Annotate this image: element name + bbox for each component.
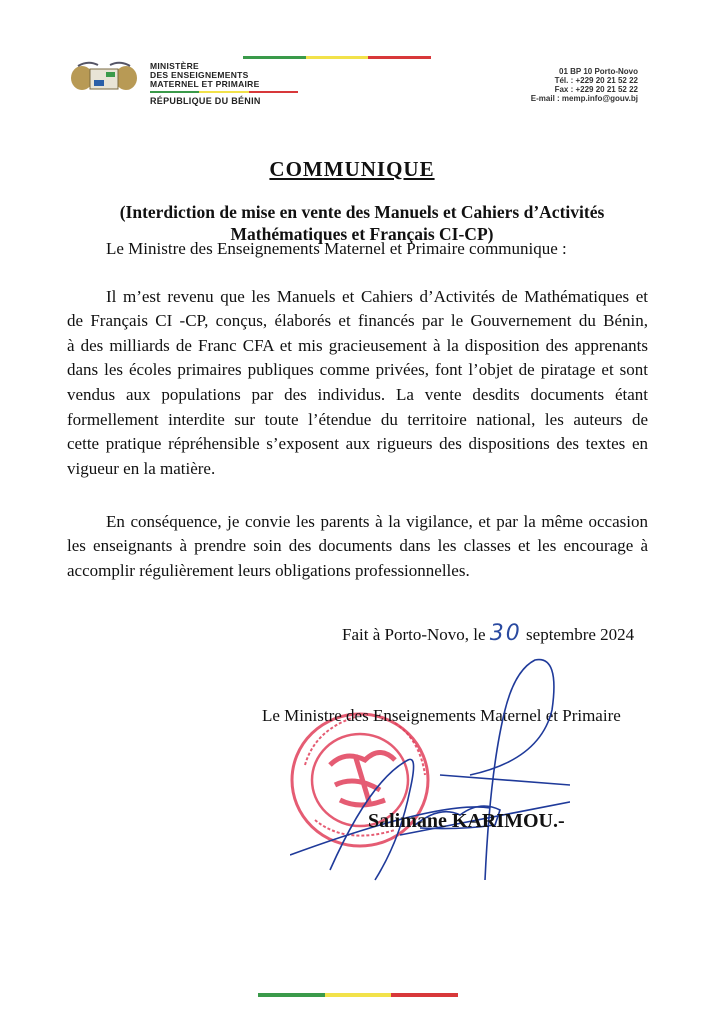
header-flag-stripe [150, 91, 298, 93]
document-title: COMMUNIQUE [269, 157, 435, 181]
country-name: RÉPUBLIQUE DU BÉNIN [150, 96, 261, 106]
body-line: vendus aux populations par des individus. La vente desdits documents étant [67, 385, 648, 404]
body-line: formellement interdite sur toute l’étendue du territoire national, les auteurs de [67, 410, 648, 429]
date-day-handwritten: 30 [489, 621, 522, 646]
signatory-title: Le Ministre des Enseignements Maternel et Primaire [262, 706, 621, 725]
body-line: En conséquence, je convie les parents à la vigilance, et par la même occasion [106, 512, 648, 531]
top-flag-stripe [243, 56, 431, 59]
subtitle-line: Mathématiques et Français CI-CP) [230, 224, 494, 244]
body-line: Il m’est revenu que les Manuels et Cahiers d’Activités de Mathématiques et [106, 287, 648, 306]
intro: Le Ministre des Enseignements Maternel et Primaire communique : [106, 239, 567, 258]
bottom-flag-stripe [258, 993, 458, 997]
ministry-line: DES ENSEIGNEMENTS [150, 70, 249, 80]
body-line: à des milliards de Franc CFA et mis gracieusement à la disposition des apprenants [67, 336, 648, 355]
body-line: dans les écoles primaires publiques comme privées, font l’objet de piratage et sont [67, 360, 648, 379]
fax: Fax : +229 20 21 52 22 [554, 85, 638, 94]
signatory-name: Salimane KARIMOU.- [368, 810, 565, 832]
body-line: cette pratique répréhensible s’exposent aux rigueurs des dispositions des textes en [67, 434, 648, 453]
ministry-line: MATERNEL ET PRIMAIRE [150, 79, 260, 89]
body-line: accomplir régulièrement leurs obligations professionnelles. [67, 561, 470, 580]
date-prefix: Fait à Porto-Novo, le [342, 625, 486, 644]
ministry-line: MINISTÈRE [150, 61, 199, 71]
handwritten-signature [290, 650, 570, 890]
email: E-mail : memp.info@gouv.bj [530, 94, 638, 103]
phone: Tél. : +229 20 21 52 22 [554, 76, 638, 85]
date-line [342, 621, 634, 646]
body-line: de Français CI -CP, conçus, élaborés et financés par le Gouvernement du Bénin, [67, 311, 648, 330]
coat-of-arms-icon [68, 60, 140, 96]
date-suffix: septembre 2024 [526, 625, 635, 644]
body-line: vigueur en la matière. [67, 459, 216, 478]
body-line: les enseignants à prendre soin des documents dans les classes et les encourage à [67, 536, 648, 555]
subtitle-line: (Interdiction de mise en vente des Manuels et Cahiers d’Activités [119, 202, 605, 222]
address: 01 BP 10 Porto-Novo [559, 67, 638, 76]
